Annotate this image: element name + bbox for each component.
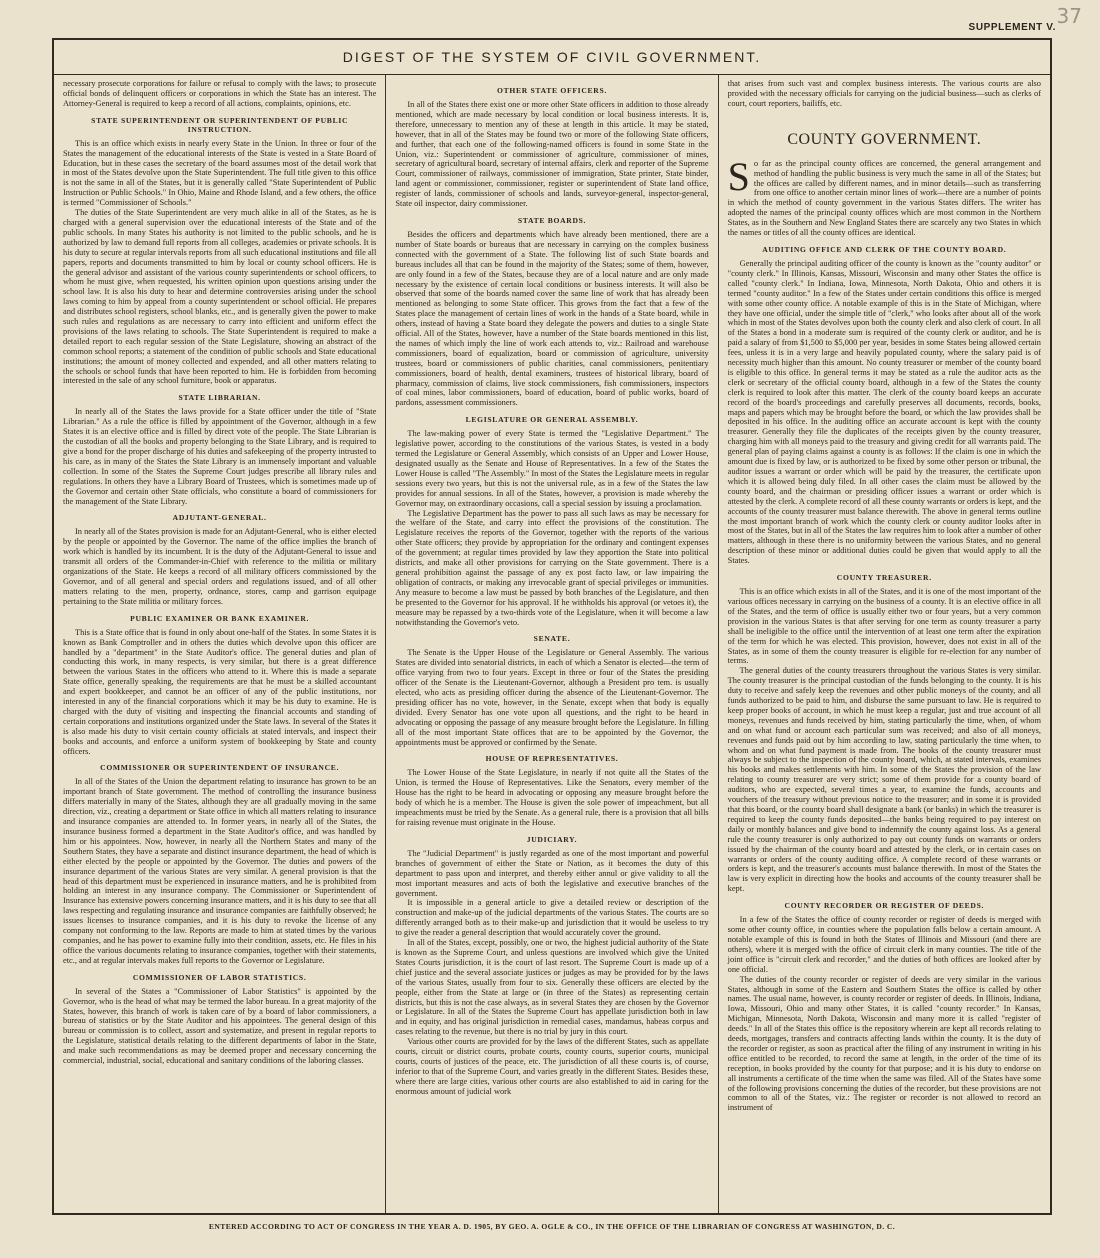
para-senate: The Senate is the Upper House of the Legislature or General Assembly. The various States are divided into senatorial districts, in each of which a Senator is elected—the term of office varying from two to four years. Except in three or four of the States the presiding officer of the Senate is the Lieutenant-Governor, although a President pro tem. is usually elected, who acts as presiding officer during the absence of the Lieutenant-Governor. The presiding officer has no vote, however, in the Senate, except when that body is equally divided. Every Senator has one vote upon all questions, and the right to be heard in advocating or opposing the passage of any measure brought before the Legislature. In filling all of the most important State offices that are to be appointed by the Governor, the appointments must be approved or confirmed by the Senate. — [395, 648, 709, 747]
para-county-text: o far as the principal county offices are concerned, the general arrangement and method of handling the public business is very much the same in all of the States; but the offices are called by different names, and in minor details—such as transferring from one office to another certain minor lines of work—there are a number of points in which the method of county government in the various States differs. The writer has adopted the names of the principal county offices which are most common in the Northern States, as in the Southern and New England States there are scarcely any two States in which the names or titles of all the county offices are identical. — [727, 158, 1041, 238]
para-legislature-2: The Legislative Department has the power to pass all such laws as may be necessary for the welfare of the State, and carry into effect the provisions of the constitution. The Legislature receives the reports of the Governor, together with the reports of the various other State officers; they provide by appropriation for the ordinary and contingent expenses of the government; at regular times provided by law they apportion the State into political districts, and make all other provisions for carrying on the State government. There is a general prohibition against the passage of any ex post facto law, or law impairing the obligation of contracts, or making any irrevocable grant of special privileges or immunities. Any measure to become a law must be passed by both branches of the Legislature, and then be presented to the Governor for his approval. If he withholds his approval (or vetoes it), the measure may be repassed by a two-thirds vote of the Legislature, when it will become a law notwithstanding the Governor's veto. — [395, 508, 709, 627]
heading-adjutant: ADJUTANT-GENERAL. — [172, 513, 267, 523]
para-superintendent-1: This is an office which exists in nearly every State in the Union. In three or four of the States the management of the educational interests of the State is vested in a State Board of Education, but in these cases the secretary of the board assumes most of the detail work that in most of the States devolve upon the State Superintendent. The full title given to this office is not the same in all of the States, but it is generally called "State Superintendent of Public Instruction or Public Schools." In Ohio, Maine and Rhode Island, and a few others, the office is termed "Commissioner of Schools." — [63, 138, 377, 208]
heading-librarian: STATE LIBRARIAN. — [178, 393, 261, 403]
para-judiciary-1: The "Judicial Department" is justly regarded as one of the most important and powerful branches of government of either the State or Nation, as it becomes the duty of this department to pass upon and interpret, and thereby either annul or give validity to all the most important measures and acts of both the legislative and executive branches of the government. — [395, 848, 709, 898]
heading-labor: COMMISSIONER OF LABOR STATISTICS. — [132, 972, 307, 982]
digest-title: DIGEST OF THE SYSTEM OF CIVIL GOVERNMENT. — [342, 49, 762, 65]
heading-state-boards: STATE BOARDS. — [517, 215, 587, 225]
para-librarian: In nearly all of the States the laws provide for a State officer under the title of "State Librarian." As a rule the office is filled by appointment of the Governor, although in a few States it is an elective office and is filled by direct vote of the people. The State Librarian is the custodian of all the books and property belonging to the State Library, and is required to give a bond for the proper discharge of his duties and safekeeping of the property intrusted to his care, as in many of the States the State Library is an immensely important and valuable collection. In some of the States the Supreme Court judges prescribe all library rules and regulations. In others they have a Library Board of Trustees, which is sometimes made up of the Governor and certain other State officials, who constitute a board of commissioners for the management of the State Library. — [63, 407, 377, 506]
heading-judiciary: JUDICIARY. — [526, 834, 578, 844]
heading-legislature: LEGISLATURE OR GENERAL ASSEMBLY. — [465, 415, 639, 425]
heading-recorder: COUNTY RECORDER OR REGISTER OF DEEDS. — [784, 901, 985, 911]
para-adjutant: In nearly all of the States provision is made for an Adjutant-General, who is either elected by the people or appointed by the Governor. The name of the office implies the branch of work which is handled by its incumbent. It is the duty of the Adjutant-General to issue and transmit all orders of the Commander-in-Chief with reference to the militia or military organizations of the State. He keeps a record of all military officers commissioned by the Governor, and of all general and special orders and regulations issued, and of all other matters relating to the men, property, ordnance, stores, camp and garrison equipage pertaining to the State militia or military forces. — [63, 527, 377, 606]
heading-house: HOUSE OF REPRESENTATIVES. — [485, 754, 619, 764]
heading-examiner: PUBLIC EXAMINER OR BANK EXAMINER. — [130, 613, 310, 623]
para-recorder-1: In a few of the States the office of county recorder or register of deeds is merged with some other county office, in counties where the population falls below a certain amount. A notable example of this is found in both the States of Illinois and Missouri (and there are others), where it is merged with the office of circuit clerk in many counties. The title of the joint office is "circuit clerk and recorder," and the duties of both offices are looked after by one official. — [727, 915, 1041, 974]
para-other-officers: In all of the States there exist one or more other State officers in addition to those already mentioned, which are made necessary by local condition or local business interests. It is, therefore, unnecessary to mention any of these at length in this article. It may be stated, however, that in all of the States may be found two or more of the following State officers, and further, that each one of the following-named officers is found in some State in the Union, viz.: Superintendent or commissioner of agriculture, commissioner of mines, secretary of agricultural board, secretary of internal affairs, clerk and reporter of the Supreme Court, commissioner of railways, commissioner of immigration, State printer, State binder, land agent or commissioner, commissioner, register or superintendent of State land office, register of lands, commissioner of schools and lands, surveyor-general, inspector-general, State oil inspector, dairy commissioner. — [395, 100, 709, 209]
columns — [54, 75, 1050, 1213]
col3-intro: that arises from such vast and complex business interests. The various courts are also provided with the necessary officials for carrying on the judicial business—such as clerks of court, court reporters, bailiffs, etc. — [727, 79, 1041, 108]
heading-superintendent: STATE SUPERINTENDENT OR SUPERINTENDENT OF PUBLIC INSTRUCTION. — [91, 115, 349, 134]
column-2 — [385, 75, 717, 1213]
heading-senate: SENATE. — [533, 634, 571, 644]
heading-treasurer: COUNTY TREASURER. — [836, 573, 932, 583]
para-legislature-1: The law-making power of every State is termed the "Legislative Department." The legislative power, according to the constitutions of the various States, is vested in a body termed the Legislature or General Assembly, which consists of an Upper and Lower House, designated usually as the Senate and House of Representatives. In a few of the States the Lower House is called "The Assembly." In most of the States the Legislature meets in regular sessions every two years, but this is not the universal rule, as in a few of the States the law provides for annual sessions. In all of the States, however, a provision is made whereby the Governor may, on extraordinary occasions, call a special session by issuing a proclamation. — [395, 429, 709, 508]
heading-auditing: AUDITING OFFICE AND CLERK OF THE COUNTY BOARD. — [762, 244, 1007, 254]
para-auditing: Generally the principal auditing officer of the county is known as the "county auditor" or "county clerk." In Illinois, Kansas, Missouri, Wisconsin and many other States the office is called "county clerk." In Indiana, Iowa, Minnesota, North Dakota, Ohio and others it is termed "county auditor." In a few of the States under certain conditions this office is merged with some other county office. A notable example of this is in the State of Michigan, where they have one official, under the simple title of "clerk," who looks after about all of the work which in most of the States devolves upon both the county clerk and also clerk of court. In all of the States a bond in a moderate sum is required of the county clerk or auditor, and he is paid a salary of from $1,500 to $5,000 per year, besides in some States being allowed certain fees, unless it is in a very large and heavily populated county, where the salary paid is of necessity much higher than this amount. No county treasurer or member of the county board is eligible to this office. In general terms it may be stated as a rule the auditor acts as the clerk or secretary of the official county board, although in a few of the States the county clerk is required to look after this matter. The clerk of the county board keeps an accurate record of the board's proceedings and carefully preserves all documents, records, books, maps and papers which may be brought before the board, or which the law provides shall be deposited in his office. In the auditing office an accurate account is kept with the county treasurer. Generally they file the duplicates of the receipts given by the county treasurer, charging him with all moneys paid to the treasury and giving credit for all warrants paid. The general plan of paying claims against a county is as follows: If the claim is one in which the amount due is fixed by law, or is authorized to be fixed by some other person or tribunal, the auditor issues a warrant or order which will be paid by the treasurer, the certificate upon which it is allowed being duly filed. In all other cases the claim must be allowed by the county board, and the chairman or presiding officer issues a warrant or order which is attested by the clerk. A complete record of all these county warrants or orders is kept, and the accounts of the county treasurer must balance therewith. The above in general terms outline the most important branch of work which the county clerk or county auditor looks after in most of the States, but in all of the States the law requires him to look after a number of other matters, although in these there is no uniformity between the various States, and no general description of these minor or additional duties could be given that would apply to all the States. — [727, 258, 1041, 566]
page-frame — [52, 38, 1052, 1215]
para-insurance: In all of the States of the Union the department relating to insurance has grown to be an important branch of State government. The method of controlling the insurance business differs materially in many of the States, although they are all gradually moving in the same direction, viz., creating a department or State office in which all matters relating to insurance and insurance companies are attended to. In former years, in nearly all of the States, the insurance business formed a department in the State Auditor's office, and was handled by him or his appointees. Now, however, in nearly all the Northern States and many of the Southern States, they have a separate and distinct insurance department, the head of which is either elected by the people or appointed by the Governor. The duties and powers of the insurance department of the various States are very similar. A general provision is that the head of this department must be experienced in insurance matters, and he is prohibited from holding an interest in any insurance company. The Commissioner or Superintendent of Insurance has extensive powers concerning insurance matters, and it is his duty to see that all laws respecting and regulating insurance and insurance companies are faithfully observed; he issues licenses to insurance companies, and it is his duty to revoke the license of any company not conforming to the law. Reports are made to him at stated times by the various companies, and he has power to examine fully into their condition, assets, etc. He files in his office the various documents relating to insurance companies, together with their statements, etc., and at regular intervals makes full reports to the Governor or Legislature. — [63, 777, 377, 965]
copyright-footer: ENTERED ACCORDING TO ACT OF CONGRESS IN THE YEAR A. D. 1905, BY GEO. A. OGLE & CO., IN THE OFFICE OF THE LIBRARIAN OF CONGRESS AT WASHINGTON, D. C. — [208, 1222, 896, 1231]
para-judiciary-3: In all of the States, except, possibly, one or two, the highest judicial authority of the State is known as the Supreme Court, and unless questions are involved which give the United States Courts jurisdiction, it is the court of last resort. The Supreme Court is made up of a chief justice and the several associate justices or judges as may be provided for by the laws of the various States, usually from four to six. Generally these officers are elected by the people, either from the State at large or (in three of the States) as representing certain districts, but this is not the case always, as in several States they are chosen by the Governor or Legislature. In all of the States the Supreme Court has appellate jurisdiction both in law and in equity, and has original jurisdiction in remedial cases, mandamus, habeas corpus and cases relating to the revenue, but there is no trial by jury in this court. — [395, 938, 709, 1037]
para-recorder-2: The duties of the county recorder or register of deeds are very similar in the various States, although in some of the Eastern and Southern States the office is called by other names. The usual name, however, is county recorder or register of deeds. In Illinois, Indiana, Iowa, Missouri, Ohio and many other States, it is called "county recorder." In Kansas, Michigan, Minnesota, North Dakota, Wisconsin and many more it is called "register of deeds." In all of the States this office is the repository wherein are kept all records relating to deeds, mortgages, transfers and contracts affecting lands within the county. It is the duty of the recorder or register, as soon as practical after the filing of any instrument in writing in his office entitled to be recorded, to record the same at length, in the order of the time of its reception, in books provided by the county for that purpose; and it is his duty to endorse on all instruments a certificate of the time when the same was filed. All of the States have some of the following provisions concerning the duties of the recorder, but these provisions are not common to all of the States, viz.: The register or recorder is not allowed to record an instrument of — [727, 974, 1041, 1113]
para-judiciary-4: Various other courts are provided for by the laws of the different States, such as appellate courts, circuit or district courts, probate courts, county courts, superior courts, municipal courts, courts of justices of the peace, etc. The jurisdiction of all these courts is, of course, inferior to that of the Supreme Court, and varies greatly in the different States. Besides these, where there are large cities, various other courts are also established to aid in caring for the enormous amount of judicial work — [395, 1037, 709, 1096]
para-treasurer-1: This is an office which exists in all of the States, and it is one of the most important of the various offices necessary in carrying on the business of a county. It is an elective office in all of the States, and the term of office is usually either two or four years, but a very common provision in the various States is that after serving for one term as county treasurer a party shall be ineligible to the office until the intervention of at least one term after the expiration of the term for which he was elected. This provision, however, does not exist in all of the States, as in some of them the county treasurer is eligible for re-election for any number of terms. — [727, 587, 1041, 666]
heading-insurance: COMMISSIONER OR SUPERINTENDENT OF INSURANCE. — [100, 763, 340, 773]
heading-other-officers: OTHER STATE OFFICERS. — [496, 86, 607, 95]
para-county-government — [727, 153, 1041, 238]
para-judiciary-2: It is impossible in a general article to give a detailed review or description of the construction and make-up of the judicial departments of the various States. The courts are so differently arranged both as to their make-up and jurisdiction that it would be useless to try to give the reader a general description that would accurately cover the ground. — [395, 898, 709, 938]
para-superintendent-2: The duties of the State Superintendent are very much alike in all of the States, as he is charged with a general supervision over the educational interests of the State and of the public schools. In many States his authority is not limited to the public schools, and he is authorized by law to demand full reports from all colleges, academies or private schools. It is his duty to secure at regular intervals reports from all such educational institutions and file all papers, reports and documents transmitted to him by local or county school officers. He is the general advisor and assistant of the various county superintendents or school officers, to whom he must give, when requested, his written opinion upon questions arising under the school law. It is also his duty to hear and determine controversies arising under the school laws coming to him by appeal from a county superintendent or school official. He prepares and distributes school registers, school blanks, etc., and is generally given the power to make such rules and regulations as are necessary to carry into efficient and uniform effect the provisions of the laws relating to schools. The State Superintendent is required to make a detailed report to each regular session of the State Legislature, showing an abstract of the common school reports; a statement of the condition of public schools and State educational institutions; the amount of money collected and expended, and all other matters relating to the schools or school funds that have been reported to him. He is forbidden from becoming interested in the sale of any school furniture, book or apparatus. — [63, 208, 377, 386]
masthead — [54, 40, 1050, 75]
para-house: The Lower House of the State Legislature, in nearly if not quite all the States of the Union, is termed the House of Representatives. Like the Senators, every member of the House has the right to be heard in advocating or opposing any measure brought before the body of which he is a member. The House is given the sole power of impeachment, but all impeachments must be tried by the Senate. As a general rule, there is a provision that all bills for raising revenue must originate in the House. — [395, 768, 709, 827]
supplement-label: SUPPLEMENT V. — [968, 22, 1056, 33]
column-3 — [718, 75, 1050, 1213]
para-labor: In several of the States a "Commissioner of Labor Statistics" is appointed by the Governor, who is the head of what may be termed the labor bureau. In a great majority of the States, however, this branch of work is taken care of by a board of labor commissioners, a bureau of statistics or by the State Auditor and his appointees. The general design of this bureau or commission is to collect, assort and systematize, and present in regular reports to the Legislature, statistical details relating to the different departments of labor in the State, and make such recommendations as may be deemed proper and necessary concerning the commercial, industrial, social, educational and sanitary conditions of the laboring classes. — [63, 986, 377, 1066]
col1-intro: necessary prosecute corporations for failure or refusal to comply with the laws; to prosecute official bonds of delinquent officers or corporations in which the State has an interest. The Attorney-General is required to keep a record of all actions, complaints, opinions, etc. — [63, 79, 377, 108]
heading-county-government: COUNTY GOVERNMENT. — [787, 130, 982, 148]
para-state-boards: Besides the officers and departments which have already been mentioned, there are a number of State boards or bureaus that are necessary in carrying on the complex business connected with the government of a State. The following list of such State boards and bureaus includes all that can be found in the majority of the States; some of them, however, are only found in a few of the States, because they are of a local nature and are only made necessary by the existence of certain local conditions or business interests. It will also be observed that some of the boards named cover the same line of work that has already been mentioned as belonging to some State officer. This grows from the fact that a few of the States place the management of certain lines of work in the hands of a State board, while in others, instead of having a State board they delegate the powers and duties to a single State official. All of the States, however, have a number of the State boards mentioned in this list, the names of which imply the line of work each attends to, viz.: Railroad and warehouse commissioners, board of equalization, board or commission of agriculture, university trustees, board or commissioners of public charities, canal commissioners, penitentiary commissioners, board of health, dental examiners, trustees of historical library, board of pharmacy, commission of claims, live stock commissioners, fish commissioners, inspectors of coal mines, labor commissioners, board of education, board of public works, board of pardons, assessment commissioners. — [395, 229, 709, 408]
column-1 — [54, 75, 385, 1213]
page-number: 37 — [1056, 4, 1082, 28]
drop-cap: S — [727, 153, 750, 199]
para-treasurer-2: The general duties of the county treasurers throughout the various States is very similar. The county treasurer is the principal custodian of the funds belonging to the county. It is his duty to receive and safely keep the revenues and other public moneys of the county, and all funds authorized to be paid to him, and disburse the same pursuant to law. He is required to keep proper books of account, in which he must keep a regular, just and true account of all moneys, revenues and funds received by him, stating particularly the time, when, of whom and on what fund or account each particular sum was received; and also of all moneys, revenues and funds paid out by him according to law, stating particularly the time when, to whom and on what fund payment is made from. The books of the county treasurer must always be subject to the inspection of the county board, which, at stated intervals, examines his books and makes settlements with him. In some of the States the provision of the law relating to county treasurer are very strict; some of them provide for a county board of auditors, who are expected, several times a year, to examine the funds, accounts and vouchers of the treasury without previous notice to the treasurer; and in some it is provided that this board, or the county board shall designate a bank (or banks) in which the treasurer is required to keep the county funds deposited—the banks being required to pay interest on daily or monthly balances and give bond to indemnify the county against loss. As a general rule the county treasurer is only authorized to pay out county funds on warrants or orders issued by the chairman of the county board and attested by the clerk, or in certain cases on warrants or orders of the county auditing office. A complete record of these warrants or orders is kept, and the treasurer's accounts must balance therewith. In most of the States the law is very explicit in directing how the books and accounts of the county treasurer shall be kept. — [727, 666, 1041, 894]
para-examiner: This is a State office that is found in only about one-half of the States. In some States it is known as Bank Comptroller and in others the duties which devolve upon this officer are handled by a "department" in the State Auditor's office. The general duties and plan of conducting this work, in many respects, is very similar, but there is a great difference between the various States in the officers who attend to it. Where this is made a separate State office, generally speaking, the requirements are that he must be a skilled accountant and expert bookkeeper, and cannot be an officer of any of the public institutions, nor interested in any of the financial corporations which it may be his duty to examine. He is charged with the duty of visiting and inspecting the financial accounts and standing of certain corporations and institutions organized under the State laws. In several of the States it is also made his duty to visit certain county officials at stated intervals, and inspect their books and accounts, and enforce a uniform system of bookkeeping by State and county officers. — [63, 627, 377, 756]
